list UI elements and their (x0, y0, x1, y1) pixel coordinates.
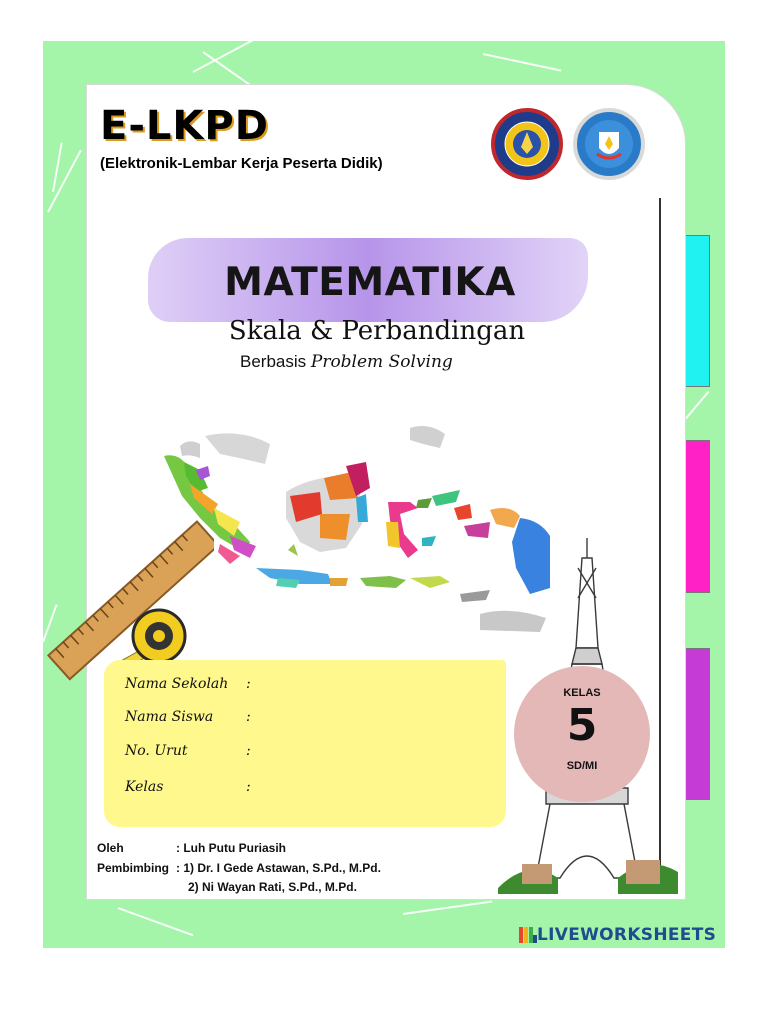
credits-advisor-label: Pembimbing (97, 861, 170, 875)
tut-wuri-handayani-emblem-icon (573, 108, 645, 180)
field-no-urut-colon: : (246, 743, 251, 759)
topic-title: Skala & Perbandingan (228, 316, 526, 346)
liveworksheets-text: LIVEWORKSHEETS (537, 925, 717, 945)
basis-emphasis: Problem Solving (310, 352, 453, 372)
field-nama-siswa-colon: : (246, 709, 251, 725)
class-badge-grade: 5 (566, 700, 598, 751)
field-nama-sekolah-colon: : (246, 676, 251, 692)
field-nama-siswa-label: Nama Siswa (125, 709, 214, 725)
credits-advisor-1: : 1) Dr. I Gede Astawan, S.Pd., M.Pd. (176, 861, 381, 875)
decor-streak (202, 51, 252, 87)
indonesia-map-icon (160, 418, 550, 638)
field-kelas-colon: : (246, 779, 251, 795)
credits-advisor-2: 2) Ni Wayan Rati, S.Pd., M.Pd. (188, 880, 357, 894)
subject-title: MATEMATIKA (224, 260, 516, 305)
decor-streak (682, 391, 709, 423)
elkpd-title: E-LKPD (100, 103, 269, 149)
decor-streak (47, 150, 82, 213)
liveworksheets-logo[interactable] (519, 925, 716, 945)
field-nama-sekolah-label: Nama Sekolah (125, 676, 229, 692)
liveworksheets-logo-icon (519, 927, 537, 943)
decor-streak (483, 53, 562, 72)
class-badge-level: SD/MI (566, 760, 598, 772)
credits-author-value: : Luh Putu Puriasih (176, 841, 286, 855)
basis-line (240, 352, 453, 372)
field-kelas-label: Kelas (125, 779, 164, 795)
decor-streak (118, 907, 194, 936)
basis-prefix: Berbasis (240, 352, 307, 371)
class-badge-label: KELAS (563, 687, 601, 699)
university-emblem-icon (491, 108, 563, 180)
field-no-urut-label: No. Urut (125, 743, 188, 759)
elkpd-subtitle: (Elektronik-Lembar Kerja Peserta Didik) (100, 155, 383, 172)
credits-author-label: Oleh (97, 841, 124, 855)
decor-streak (403, 900, 492, 915)
